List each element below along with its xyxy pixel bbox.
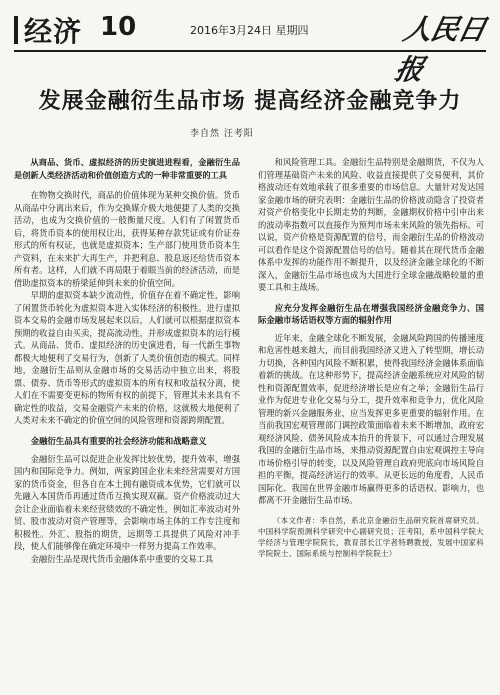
article-lead: 从商品、货币、虚拟经济的历史演进进程看，金融衍生品是创新人类经济活动和价值创造方式的一种非常重要的工具 [14,157,240,180]
page-header [0,0,500,86]
paragraph: 金融衍生品是现代货币金融体系中重要的交易工具 [30,553,214,564]
paragraph: 近年来，金融全球化不断发展，金融风险跨国的传播速度和危害性越来越大，而目前我国经济又进入了转型期，增长动力切换，各种国内风险不断积累，使得我国经济金融体系面临着新的挑战。在这种形势下，提高经济金融系统应对风险的韧性和资源配置效率，促进经济增长是应有之举；金融衍生品行业作为促进专业化交易与分工，提升效率和竞争力，优化风险管理的新兴金融服务业，应当发挥更多更重要的辐射作用。在当前我国宏观管理部门调控政策面临着未来不断增加，政府宏观经济风险、债务风险成本抬升的背景下，可以通过合理发展我国的金融衍生品市场，来推动资源配置自由宏观调控主导向市场价格引导的转变，以及风险管理自政府兜底向市场风险自担的平衡，提高经济运行的效率。从更长远的角度看，人民币国际化、我国在世界金融市场赢得更多的话语权、影响力，也都离不开金融衍生品市场。 [258,332,484,505]
paragraph: 和风险管理工具。金融衍生品特别是金融期货，不仅为人们管理基础资产未来的风险、收益直接提供了交易便利，其价格波动还有效地承载了很多重要的市场信息。大量针对发达国家金融市场的研究表明：金融衍生品的价格波动隐含了投资者对资产价格变化中长期走势的判断，金融期权价格中引申出来的波动率指数可以直接作为预判市场未来风险的领先指标。可以说，资产价格是资源配置的信号，而金融衍生品的价格波动可以看作是这个资源配置信号的信号。随着其在现代货币金融体系中发挥的功能作用不断提升，以及经济金融全球化的不断深入，金融衍生品市场也成为大国进行全球金融战略较量的重要工具和主战场。 [258,157,484,292]
article-title: 发展金融衍生品市场 提高经济金融竞争力 [38,88,462,114]
page-number: 10 [100,12,137,42]
author-note: （本文作者：李自然，系北京金融衍生品研究院首席研究员、中国科学院预测科学研究中心副研究员；汪考阳，系中国科学院大学经济与管理学院院长，教育部长江学者特聘教授，发展中国家科学院院士、国际系统与控制科学院院士） [258,515,484,558]
right-column [258,156,484,559]
paragraph: 早期的虚拟资本缺少流动性，价值存在着不确定性，影响了闲置货币转化为虚拟资本进入实体经济的积极性。进行虚拟资本交易的金融市场发展起来以后，人们就可以根据虚拟资本预期的收益自由买卖，提高流动性，并形成虚拟资本的运行模式。从商品、货币、虚拟经济的历史演进看，每一代新生事物都极大地便利了交易行为，创新了人类价值创造的模式。同样地，金融衍生品则从金融市场的交易活动中独立出来，将股票、债券、货币等形式的虚拟资本的所有权和收益权分离，使人们在不需要变更标的物所有权的前提下，管理其未来具有不确定性的收益，交易金融资产未来的价格，这就极大地便利了人类对未来不确定的价值空间的风险管理和资源跨期配置。 [14,290,240,425]
paragraph: 在物物交换时代，商品的价值体现为某种交换价值。货币从商品中分离出来后，作为交换媒介极大地便捷了人类的交换活动，也成为交换价值的一般衡量尺度。人们有了闲置货币后，将货币资本的使用权让出，获得某种存款凭证或有价证券形式的所有权证，也就是虚拟资本；生产部门使用货币资本生产资料，在未来扩大再生产，并把利息、股息返还给货币资本所有者。这样，人们就不再局限于着眼当前的经济活动，而是借助虚拟资本的桥梁延伸到未来的价值空间。 [14,190,240,288]
section-heading: 应充分发挥金融衍生品在增强我国经济金融竞争力、国际金融市场话语权等方面的辐射作用 [258,302,484,325]
section-name: 经济 [24,15,83,48]
header-rule [14,50,486,52]
section-heading: 金融衍生品具有重要的社会经济功能和战略意义 [30,435,207,446]
issue-date: 2016年3月24日 星期四 [190,24,309,37]
left-column [14,156,240,565]
article-authors: 李自然 汪考阳 [190,129,254,139]
header-bar [14,16,18,44]
paragraph: 金融衍生品可以促进企业发挥比较优势，提升效率，增强国内和国际竞争力。例如，两家跨国企业未来经营需要对方国家的货币资金，但各自在本土拥有融资成本优势，它们就可以先融入本国货币再通过货币互换实现双赢。资产价格波动过大会让企业面临着未来经营绩效的不确定性，例如汇率波动对外贸、股市波动对资产管理等，会影响市场主体的工作专注度和积极性。外汇、股指的期货，远期等工具提供了风险对冲手段，使人们能够像在确定环境中一样努力提高工作效率。 [14,453,240,551]
newspaper-masthead: 人民日报 [391,13,489,86]
